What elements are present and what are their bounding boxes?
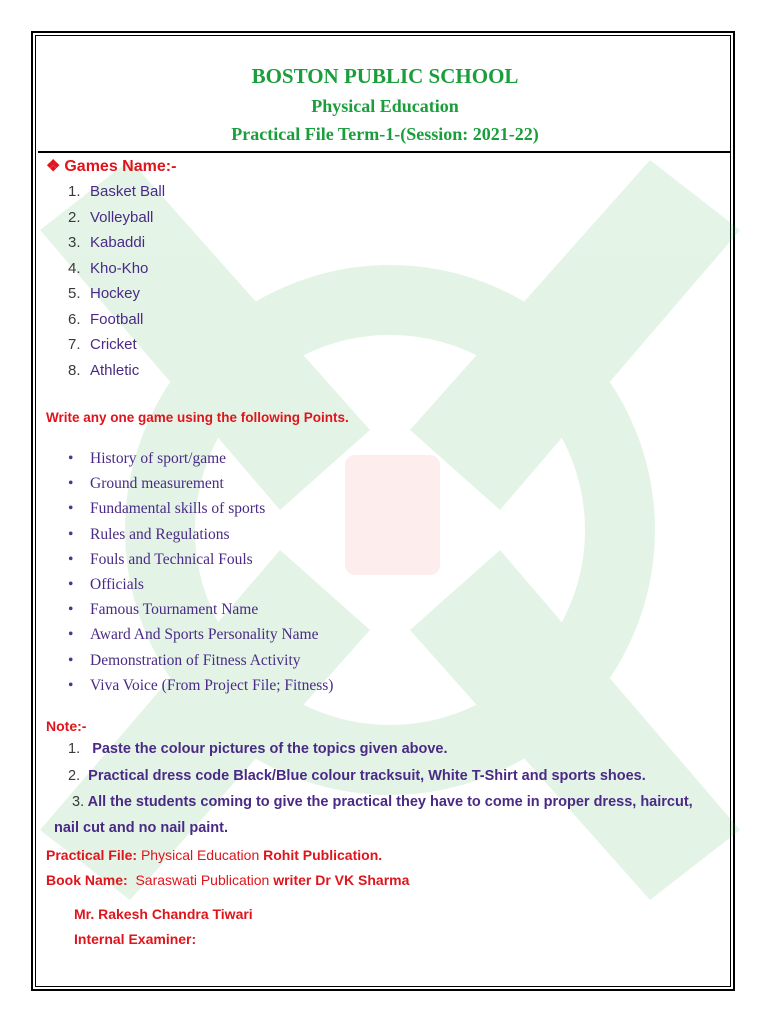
bullet-icon: •: [68, 676, 74, 694]
bullet-icon: •: [68, 651, 74, 669]
list-item: [68, 183, 165, 209]
game-name: Kho-Kho: [90, 259, 149, 277]
points-list: [68, 450, 333, 702]
note-text: Practical dress code Black/Blue colour tracksuit, White T-Shirt and sports shoes.: [88, 768, 646, 784]
list-item: [68, 652, 333, 677]
game-name: Basket Ball: [90, 183, 166, 200]
point-text: Famous Tournament Name: [90, 601, 259, 619]
bullet-icon: •: [68, 550, 74, 568]
book-name-line: [46, 872, 409, 888]
point-text: Rules and Regulations: [90, 525, 230, 543]
list-number: 2.: [68, 208, 81, 226]
list-item: [68, 234, 165, 260]
games-list: [68, 183, 165, 387]
book-name-label: Book Name:: [46, 872, 128, 888]
list-item: [68, 285, 165, 311]
note-text: Paste the colour pictures of the topics given above.: [92, 741, 448, 757]
note-text: All the students coming to give the practical they have to come in proper dress, haircut,: [87, 794, 693, 810]
list-number: 1.: [68, 183, 81, 200]
list-number: 7.: [68, 336, 81, 353]
practical-file-subject: Physical Education: [140, 847, 260, 863]
book-publication: Saraswati Publication: [135, 872, 270, 888]
list-item: [68, 551, 333, 576]
bullet-icon: •: [68, 626, 74, 644]
practical-file-title: Practical File Term-1-(Session: 2021-22): [231, 124, 539, 144]
games-heading: [46, 156, 176, 176]
practical-file-line: [46, 847, 382, 863]
bullet-icon: •: [68, 450, 74, 467]
point-text: Viva Voice (From Project File; Fitness): [90, 676, 334, 694]
list-item: [68, 576, 333, 601]
bullet-icon: •: [68, 525, 74, 543]
examiner-name: Mr. Rakesh Chandra Tiwari: [74, 906, 253, 922]
game-name: Cricket: [90, 336, 137, 353]
bullet-icon: •: [68, 475, 74, 493]
list-item: [68, 500, 333, 525]
list-number: 6.: [68, 310, 81, 328]
list-item: [68, 260, 165, 286]
subject-title: Physical Education: [311, 96, 459, 116]
header-rule: [38, 151, 730, 153]
game-name: Football: [90, 310, 144, 328]
point-text: Fundamental skills of sports: [90, 500, 266, 518]
list-number: 3.: [72, 794, 85, 810]
book-writer: writer Dr VK Sharma: [273, 872, 410, 888]
bullet-icon: •: [68, 575, 74, 593]
period: .: [378, 847, 383, 863]
bullet-icon: •: [68, 500, 74, 518]
list-item: [68, 475, 333, 500]
note-item: [68, 768, 646, 784]
note-item-continued: nail cut and no nail paint.: [54, 820, 229, 836]
list-number: 8.: [68, 361, 81, 379]
list-number: 2.: [68, 768, 81, 784]
games-heading-label: Games Name:-: [64, 158, 177, 175]
school-name: BOSTON PUBLIC SCHOOL: [251, 64, 519, 88]
game-name: Athletic: [90, 361, 140, 379]
list-number: 1.: [68, 741, 81, 757]
list-item: [68, 626, 333, 651]
point-text: Demonstration of Fitness Activity: [90, 651, 301, 669]
practical-file-publisher: Rohit Publication: [263, 847, 379, 863]
point-text: Fouls and Technical Fouls: [90, 550, 253, 568]
note-item: [68, 741, 448, 757]
list-item: [68, 311, 165, 337]
instruction-text: Write any one game using the following Points.: [46, 410, 349, 425]
practical-file-label: Practical File: [46, 847, 133, 863]
list-item: [68, 450, 333, 475]
bullet-icon: •: [68, 601, 74, 619]
point-text: History of sport/game: [90, 450, 227, 467]
list-item: [68, 677, 333, 702]
list-item: [68, 601, 333, 626]
point-text: Officials: [90, 575, 144, 593]
note-heading: Note:-: [46, 718, 87, 734]
examiner-role: Internal Examiner:: [74, 931, 197, 947]
point-text: Ground measurement: [90, 475, 224, 493]
note-item: [72, 794, 693, 810]
list-item: [68, 209, 165, 235]
list-number: 4.: [68, 259, 81, 277]
colon: :: [132, 847, 138, 863]
game-name: Volleyball: [90, 208, 154, 226]
list-item: [68, 362, 165, 388]
list-item: [68, 336, 165, 362]
list-number: 5.: [68, 285, 81, 302]
list-number: 3.: [68, 234, 81, 251]
game-name: Kabaddi: [90, 234, 146, 251]
game-name: Hockey: [90, 285, 141, 302]
diamond-bullet-icon: ❖: [46, 158, 61, 175]
point-text: Award And Sports Personality Name: [90, 626, 319, 644]
list-item: [68, 526, 333, 551]
